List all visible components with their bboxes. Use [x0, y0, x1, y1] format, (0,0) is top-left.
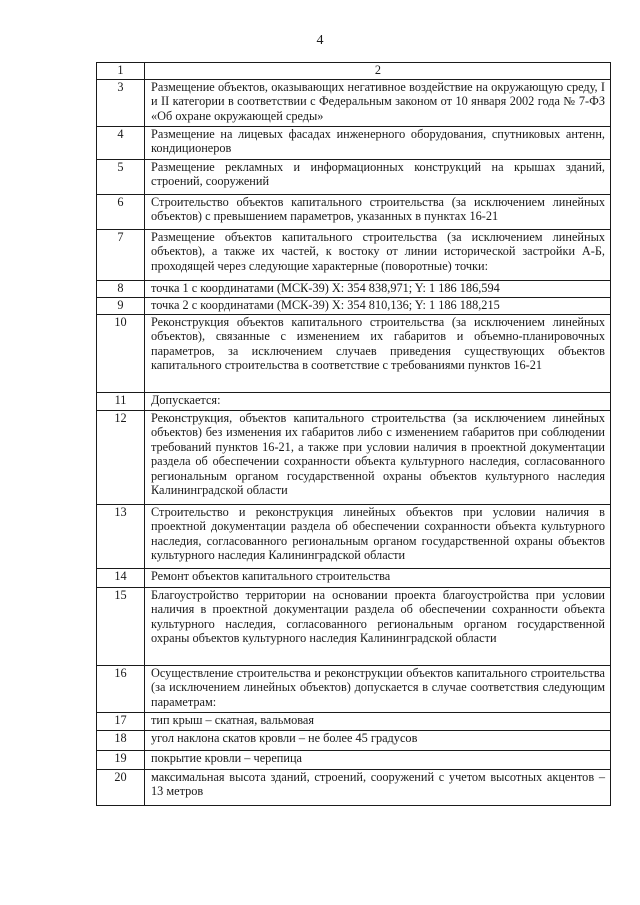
row-number: 11 — [97, 393, 145, 411]
table-row — [97, 195, 611, 230]
table-row — [97, 505, 611, 569]
row-text: Ремонт объектов капитального строительства — [145, 569, 611, 588]
table-row — [97, 393, 611, 411]
row-text: тип крыш – скатная, вальмовая — [145, 713, 611, 731]
page-number: 4 — [316, 33, 324, 48]
row-text: Допускается: — [145, 393, 611, 411]
row-number: 16 — [97, 666, 145, 713]
row-text: Строительство и реконструкция линейных объектов при условии наличия в проектной документации раздела об обеспечении сохранности объекта культурного наследия, согласованного региональным органом государственной охраны объектов культурного наследия Калининградской области — [145, 505, 611, 569]
row-text: Реконструкция объектов капитального строительства (за исключением линейных объектов), связанные с изменением их габаритов и объемно-планировочных параметров, за исключением случаев приведения существующих объектов капитального строительства в соответствие с требованиями пунктов 16-21 — [145, 315, 611, 393]
table-row — [97, 127, 611, 160]
table-row — [97, 411, 611, 505]
row-number: 8 — [97, 281, 145, 298]
row-number: 15 — [97, 588, 145, 666]
row-number: 12 — [97, 411, 145, 505]
row-text: угол наклона скатов кровли – не более 45 градусов — [145, 731, 611, 751]
row-number: 5 — [97, 160, 145, 195]
row-text: Строительство объектов капитального строительства (за исключением линейных объектов) с превышением параметров, указанных в пунктах 16-21 — [145, 195, 611, 230]
row-text: Размещение на лицевых фасадах инженерного оборудования, спутниковых антенн, кондиционеров — [145, 127, 611, 160]
table-row — [97, 315, 611, 393]
header-col-number: 1 — [97, 63, 145, 80]
table-row — [97, 569, 611, 588]
row-number: 10 — [97, 315, 145, 393]
table-header-row — [97, 63, 611, 80]
table-row — [97, 713, 611, 731]
row-text: точка 2 с координатами (МСК-39) X: 354 810,136; Y: 1 186 188,215 — [145, 298, 611, 315]
row-number: 20 — [97, 770, 145, 806]
row-text: Размещение рекламных и информационных конструкций на крышах зданий, строений, сооружений — [145, 160, 611, 195]
row-text: максимальная высота зданий, строений, сооружений с учетом высотных акцентов – 13 метров — [145, 770, 611, 806]
regulations-table — [96, 62, 611, 806]
row-number: 7 — [97, 230, 145, 281]
table-row — [97, 230, 611, 281]
table-row — [97, 770, 611, 806]
row-number: 4 — [97, 127, 145, 160]
row-number: 18 — [97, 731, 145, 751]
table-row — [97, 731, 611, 751]
row-number: 19 — [97, 751, 145, 770]
row-number: 13 — [97, 505, 145, 569]
row-number: 9 — [97, 298, 145, 315]
row-text: точка 1 с координатами (МСК-39) X: 354 838,971; Y: 1 186 186,594 — [145, 281, 611, 298]
row-text: покрытие кровли – черепица — [145, 751, 611, 770]
table-row — [97, 281, 611, 298]
row-number: 14 — [97, 569, 145, 588]
table-row — [97, 751, 611, 770]
table-row — [97, 80, 611, 127]
table-row — [97, 160, 611, 195]
table-row — [97, 298, 611, 315]
table-row — [97, 666, 611, 713]
table-row — [97, 588, 611, 666]
row-number: 17 — [97, 713, 145, 731]
row-number: 6 — [97, 195, 145, 230]
row-text: Размещение объектов капитального строительства (за исключением линейных объектов), а также их частей, к востоку от линии исторической застройки А-Б, проходящей через следующие характерные (поворотные) точки: — [145, 230, 611, 281]
row-text: Благоустройство территории на основании проекта благоустройства при условии наличия в проектной документации раздела об обеспечении сохранности объекта культурного наследия, согласованного региональным органом государственной охраны объектов культурного наследия Калининградской области — [145, 588, 611, 666]
row-text: Реконструкция, объектов капитального строительства (за исключением линейных объектов) без изменения их габаритов либо с изменением габаритов при соблюдении требований пунктов 16-21, а также при условии наличия в проектной документации раздела об обеспечении сохранности объекта культурного наследия, согласованного региональным органом государственной охраны объектов культурного наследия Калининградской области — [145, 411, 611, 505]
header-col-text: 2 — [145, 63, 611, 80]
row-text: Размещение объектов, оказывающих негативное воздействие на окружающую среду, I и II категории в соответствии с Федеральным законом от 10 января 2002 года № 7-ФЗ «Об охране окружающей среды» — [145, 80, 611, 127]
row-text: Осуществление строительства и реконструкции объектов капитального строительства (за исключением линейных объектов) допускается в случае соответствия следующим параметрам: — [145, 666, 611, 713]
row-number: 3 — [97, 80, 145, 127]
